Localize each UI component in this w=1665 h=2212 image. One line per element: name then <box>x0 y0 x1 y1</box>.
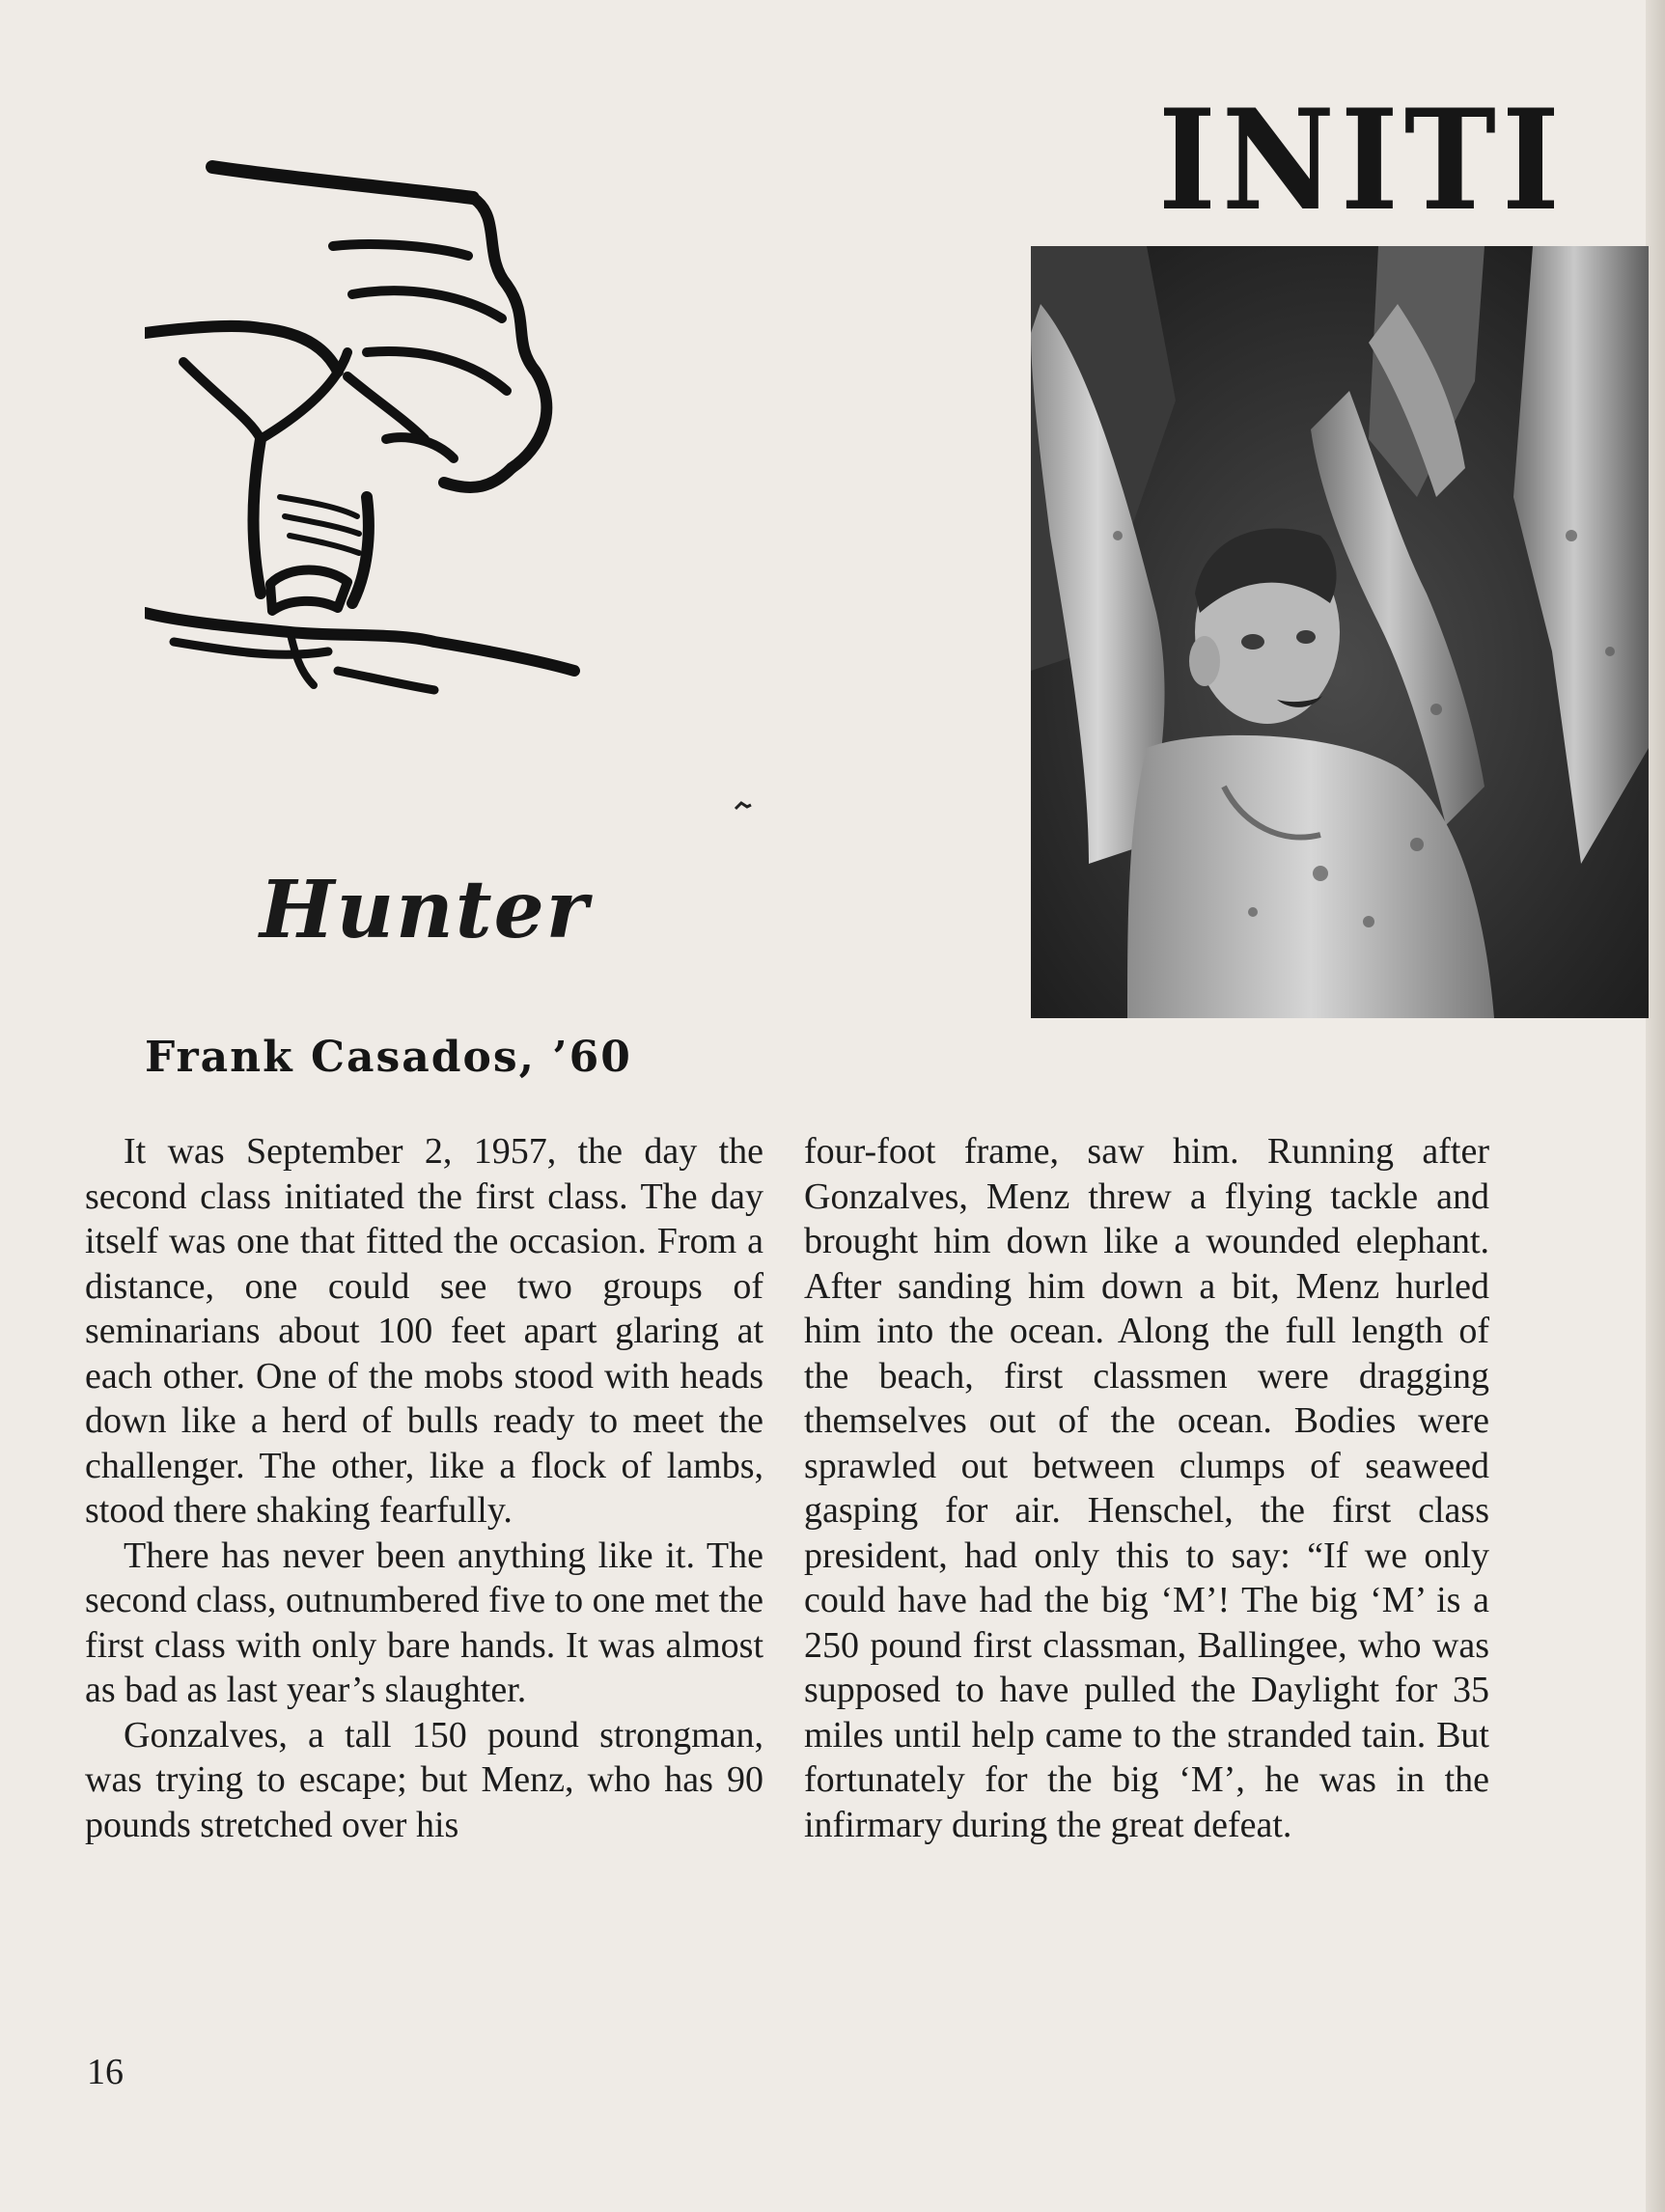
paragraph: It was September 2, 1957, the day the second class initiated the first class. The day itself was one that fitted the occasion. From a distance, one could see two groups of seminarians about 100 feet apart glaring at each other. One of the mobs stood with heads down like a herd of bulls ready to meet the challenger. The other, like a flock of lambs, stood there shaking fearfully. <box>85 1131 763 1531</box>
headline: INITI <box>1158 92 1566 231</box>
pointing-hand-illustration <box>145 150 608 733</box>
column-left <box>85 1129 763 1847</box>
paragraph: Gonzalves, a tall 150 pound strongman, was trying to escape; but Menz, who has 90 pounds stretched over his <box>85 1714 763 1845</box>
initiation-photo <box>1031 246 1649 1018</box>
byline: Frank Casados, ’60 <box>145 1033 632 1082</box>
page-number: 16 <box>87 2052 124 2092</box>
page-edge <box>1646 0 1665 2212</box>
ink-mark <box>734 796 753 815</box>
paragraph: There has never been anything like it. The second class, outnumbered five to one met the first class with only bare hands. It was almost as bad as last year’s slaughter. <box>85 1535 763 1710</box>
paragraph: four-foot frame, saw him. Running after Gonzalves, Menz threw a flying tackle and brought him down like a wounded elephant. After sanding him down a bit, Menz hurled him into the ocean. Along the full length of the beach, first classmen were dragging themselves out of the ocean. Bodies were sprawled out between clumps of seaweed gasping for air. Henschel, the first class president, had only this to say: “If we only could have had the big ‘M’! The big ‘M’ is a 250 pound first classman, Ballingee, who was supposed to have pulled the Daylight for 35 miles until help came to the stranded tain. But fortunately for the big ‘M’, he was in the infirmary during the great defeat. <box>804 1131 1489 1845</box>
column-right <box>804 1129 1489 1847</box>
photo-illustration <box>1031 246 1649 1018</box>
article-title: Hunter <box>260 864 590 956</box>
